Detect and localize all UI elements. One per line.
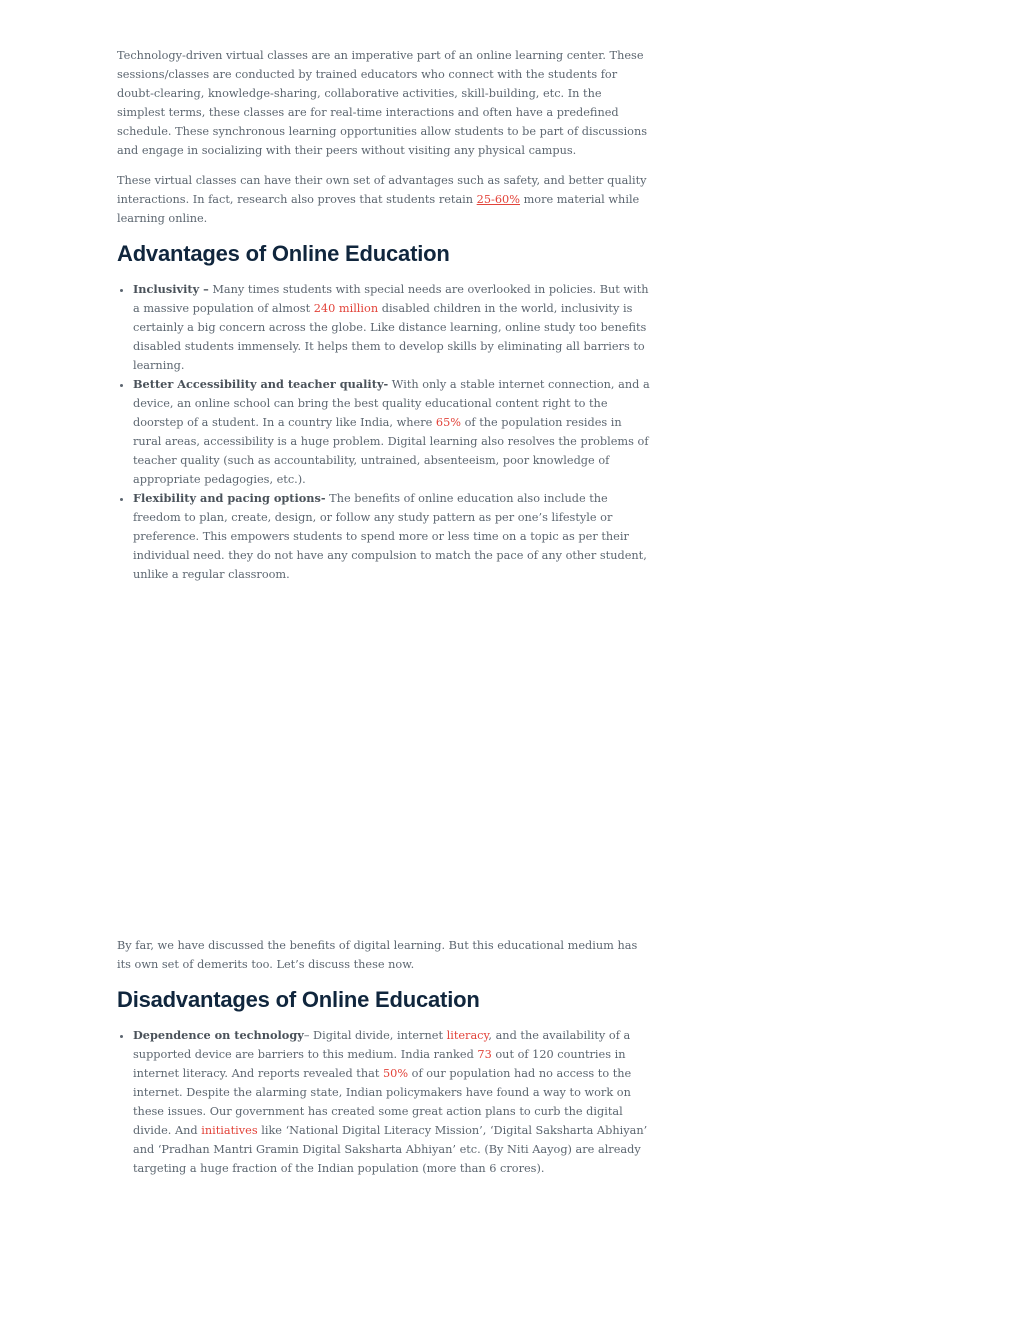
advantage-text: With only a stable internet connection, and a device, an online school can bring the best quality educational content right to the doorstep of a student. In a country like India, where: [133, 378, 650, 429]
internet-access-stat-link[interactable]: 50%: [382, 1067, 409, 1080]
intro-p2-text-a: These virtual classes can have their own set of advantages such as safety, and better quality interactions. In fact, research also proves that students retain: [117, 174, 647, 206]
advantage-text: The benefits of online education also include the freedom to plan, create, design, or follow any study pattern as per one’s lifestyle or preference. This empowers students to spend more or less time on a topic as per their individual need. they do not have any compulsion to match the pace of any other student, unlike a regular classroom.: [133, 492, 647, 581]
initiatives-link[interactable]: initiatives: [201, 1124, 258, 1137]
disadvantage-text: – Digital divide, internet: [303, 1029, 447, 1042]
transition-paragraph: By far, we have discussed the benefits of digital learning. But this educational medium has its own set of demerits too. Let’s discuss these now.: [117, 939, 638, 971]
disadvantage-text: like ‘National Digital Literacy Mission’, ‘Digital Saksharta Abhiyan’ and ‘Pradhan Mantri Gramin Digital Saksharta Abhiyan’ etc. (By Niti Aayog) are already targeting a huge fraction of the Indian population (more than 6 crores).: [133, 1124, 648, 1175]
advantages-heading: Advantages of Online Education: [117, 241, 450, 266]
advantage-item-flexibility: [133, 489, 652, 584]
intro-p2-text-b: more material while learning online.: [117, 193, 640, 225]
disadvantage-title: Dependence on technology: [133, 1028, 304, 1042]
advantage-text: Many times students with special needs are overlooked in policies. But with a massive population of almost: [133, 283, 649, 315]
advantage-item-inclusivity: [133, 280, 652, 375]
literacy-link[interactable]: literacy: [446, 1029, 489, 1042]
disadvantage-text: of our population had no access to the internet. Despite the alarming state, Indian policymakers have found a way to work on these issues. Our government has created some great action plans to curb the digital divide. And: [133, 1067, 632, 1137]
advantage-text: disabled children in the world, inclusivity is certainly a big concern across the globe. Like distance learning, online study too benefits disabled students immensely. It helps them to develop skills by eliminating all barriers to learning.: [133, 302, 647, 372]
advantages-list: [117, 280, 652, 584]
disadvantage-text: out of 120 countries in internet literacy. And reports revealed that: [133, 1048, 626, 1080]
rural-population-stat-link[interactable]: 65%: [435, 416, 462, 429]
internet-literacy-rank-link[interactable]: 73: [477, 1048, 492, 1061]
article-body: [117, 46, 652, 1178]
intro-paragraph-2: [117, 171, 652, 228]
advantage-title: Better Accessibility and teacher quality-: [133, 377, 389, 391]
advantage-item-accessibility: [133, 375, 652, 489]
disabled-children-stat-link[interactable]: 240 million: [313, 302, 379, 315]
disadvantages-list: [117, 1026, 652, 1178]
disadvantage-text: , and the availability of a supported device are barriers to this medium. India ranked: [133, 1029, 631, 1061]
advantage-title: Inclusivity –: [133, 282, 209, 296]
disadvantage-item-technology: [133, 1026, 652, 1178]
advantage-text: of the population resides in rural areas, accessibility is a huge problem. Digital learning also resolves the problems of teacher quality (such as accountability, untrained, absenteeism, poor knowledge of appropriate pedagogies, etc.).: [133, 416, 649, 486]
advantage-title: Flexibility and pacing options-: [133, 491, 326, 505]
disadvantages-heading: Disadvantages of Online Education: [117, 987, 480, 1012]
retention-stat-link[interactable]: 25-60%: [476, 193, 520, 206]
blank-space: [117, 584, 652, 936]
intro-paragraph-1: Technology-driven virtual classes are an imperative part of an online learning center. These sessions/classes are conducted by trained educators who connect with the students for doubt-clearing, knowledge-sharing, collaborative activities, skill-building, etc. In the simplest terms, these classes are for real-time interactions and often have a predefined schedule. These synchronous learning opportunities allow students to be part of discussions and engage in socializing with their peers without visiting any physical campus.: [117, 49, 648, 157]
